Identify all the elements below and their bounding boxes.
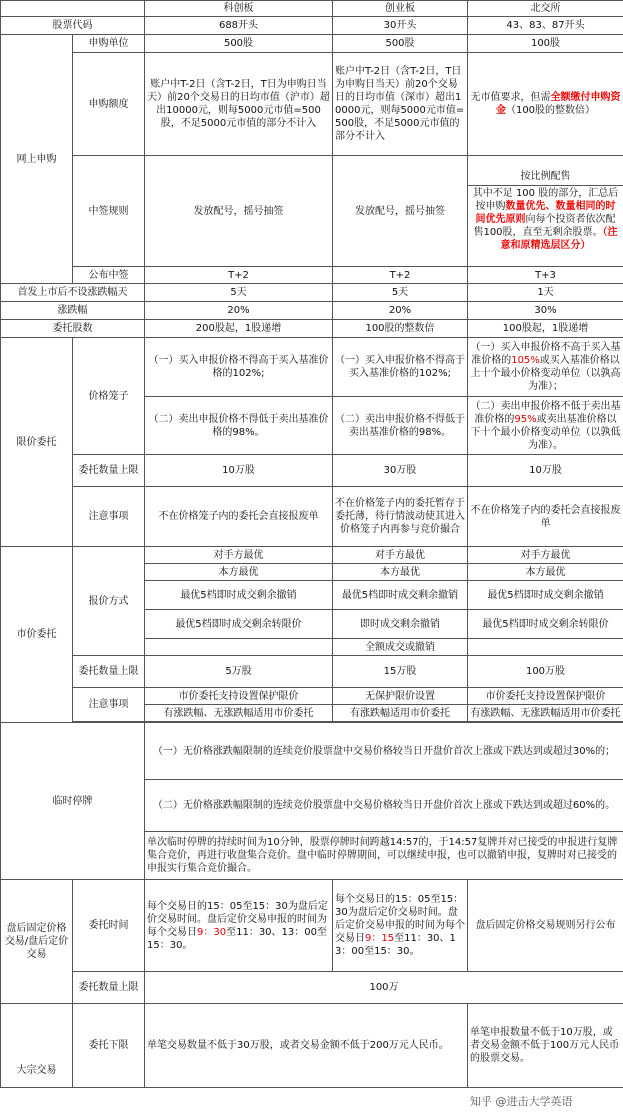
row-cage-2: （二）卖出申报价格不得低于卖出基准价格的98%。 （二）卖出申报价格不得低于卖出基准价格的98%。 （二）卖出申报价格不低于卖出基准价格的95%或卖出基准价格以下十个最小价格变动单位（以孰低为准）。: [1, 397, 623, 455]
row-lot: 委托股数 200股起，1股递增 100股的整数倍 100股起，1股递增: [1, 320, 623, 338]
row-announce: 公布中签 T+2 T+2 T+3: [1, 267, 623, 284]
label-after-hours: 盘后固定价格交易/盘后定价交易: [1, 880, 73, 1004]
row-market-qty: 委托数量上限 5万股 15万股 100万股: [1, 656, 623, 688]
bj-rule: 按比例配售 其中不足 100 股的部分，汇总后按申购数量优先、数量相同的时间优先原则向每个投资者依次配售100股，直至无剩余股票。（注意和原精选层区分）: [468, 156, 623, 267]
label-code: 股票代码: [1, 17, 145, 35]
row-method-5: 全额成交或撤销: [1, 639, 623, 656]
watermark: 知乎 @进击大学英语: [470, 1095, 573, 1108]
row-halt-2: （二）无价格涨跌幅限制的连续竞价股票盘中交易价格较当日开盘价首次上涨或下跌达到或超过60%的。: [1, 780, 623, 832]
row-rule: 中签规则 发放配号，摇号抽签 发放配号，摇号抽签 按比例配售 其中不足 100 股的部分，汇总后按申购数量优先、数量相同的时间优先原则向每个投资者依次配售100股，直至无剩余股票。（注意和原精选层区分）: [1, 156, 623, 267]
row-method-3: 最优5档即时成交剩余撤销 最优5档即时成交剩余撤销 最优5档即时成交剩余撤销: [1, 581, 623, 610]
bj-amount: 无市值要求，但需全额缴付申购资金（100股的整数倍）: [468, 53, 623, 156]
row-method-1: 市价委托 报价方式 对手方最优 对手方最优 对手方最优: [1, 547, 623, 564]
row-block: 大宗交易 委托下限 单笔交易数量不低于30万股，或者交易金额不低于200万元人民币。 单笔申报数量不低于10万股，或者交易金额不低于100万元人民币的股票交易。: [1, 1004, 623, 1088]
row-method-4: 最优5档即时成交剩余转限价 即时成交剩余撤销 最优5档即时成交剩余转限价: [1, 610, 623, 639]
row-unit: 网上申购 申购单位 500股 500股 100股: [1, 35, 623, 53]
label-online: 网上申购: [1, 35, 73, 284]
row-market-note-1: 注意事项 市价委托支持设置保护限价 无保护限价设置 市价委托支持设置保护限价: [1, 688, 623, 705]
label-block: 大宗交易: [1, 1004, 73, 1088]
row-halt-1: 临时停牌 （一）无价格涨跌幅限制的连续竞价股票盘中交易价格较当日开盘价首次上涨或下跌达到或超过30%的；: [1, 723, 623, 780]
row-nolimit: 首发上市后不设涨跌幅天 5天 5天 1天: [1, 284, 623, 302]
row-method-2: 本方最优 本方最优 本方最优: [1, 564, 623, 581]
row-amount: 申购额度 账户中T-2日（含T-2日，T日为申购日当天）前20个交易日的日均市值（沪市）超出10000元，则每5000元市值=500股，不足5000元市值的部分不计入 账户中T-2日（含T-2日，T日为申购日当天）前20个交易日的日均市值（深市）超出10000元，则每5000元市值=500股，不足5000元市值的部分不计入 无市值要求，但需全额缴付申购资金（100股的整数倍）: [1, 53, 623, 156]
label-halt: 临时停牌: [1, 723, 145, 880]
row-halt-3: 单次临时停牌的持续时间为10分钟，股票停牌时间跨越14:57的，于14:57复牌并对已接受的申报进行复牌集合竞价，再进行收盘集合竞价。盘中临时停牌期间，可以继续申报，也可以撤销申报，复牌时对已接受的申报实行集合竞价撮合。: [1, 832, 623, 880]
row-after-time: 盘后固定价格交易/盘后定价交易 委托时间 每个交易日的15：05至15：30为盘后定价交易时间。盘后定价交易申报的时间为每个交易日9：30至11：30、13：00至15：30。 每个交易日的15：05至15：30为盘后定价交易时间。盘后定价交易申报的时间为每个交易日9：15至11：30、13：00至15：30。 盘后固定价格交易规则另行公布: [1, 880, 623, 972]
row-pricelimit: 涨跌幅 20% 20% 30%: [1, 302, 623, 320]
row-limit-note: 注意事项 不在价格笼子内的委托会直接报废单 不在价格笼子内的委托暂存于委托薄，待行情波动使其进入价格笼子内再参与竞价撮合 不在价格笼子内的委托会直接报废单: [1, 487, 623, 547]
col-beijiao: 北交所: [468, 1, 623, 17]
col-kechuang: 科创板: [145, 1, 333, 17]
col-chuangye: 创业板: [333, 1, 468, 17]
label-limit-order: 限价委托: [1, 338, 73, 547]
row-code: 股票代码 688开头 30开头 43、83、87开头: [1, 17, 623, 35]
row-market-note-2: 有涨跌幅、无涨跌幅适用市价委托 有涨跌幅适用市价委托 有涨跌幅、无涨跌幅适用市价委托: [1, 705, 623, 722]
row-limit-qty: 委托数量上限 10万股 30万股 10万股: [1, 455, 623, 487]
header-row: [1, 1, 623, 17]
row-after-qty: 委托数量上限 100万: [1, 972, 623, 1004]
row-cage-1: 限价委托 价格笼子 （一）买入申报价格不得高于买入基准价格的102%; （一）买入申报价格不得高于买入基准价格的102%; （一）买入申报价格不高于买入基准价格的105%或买入基准价格以上十个最小价格变动单位（以孰高为准）；: [1, 338, 623, 397]
label-market-order: 市价委托: [1, 547, 73, 723]
